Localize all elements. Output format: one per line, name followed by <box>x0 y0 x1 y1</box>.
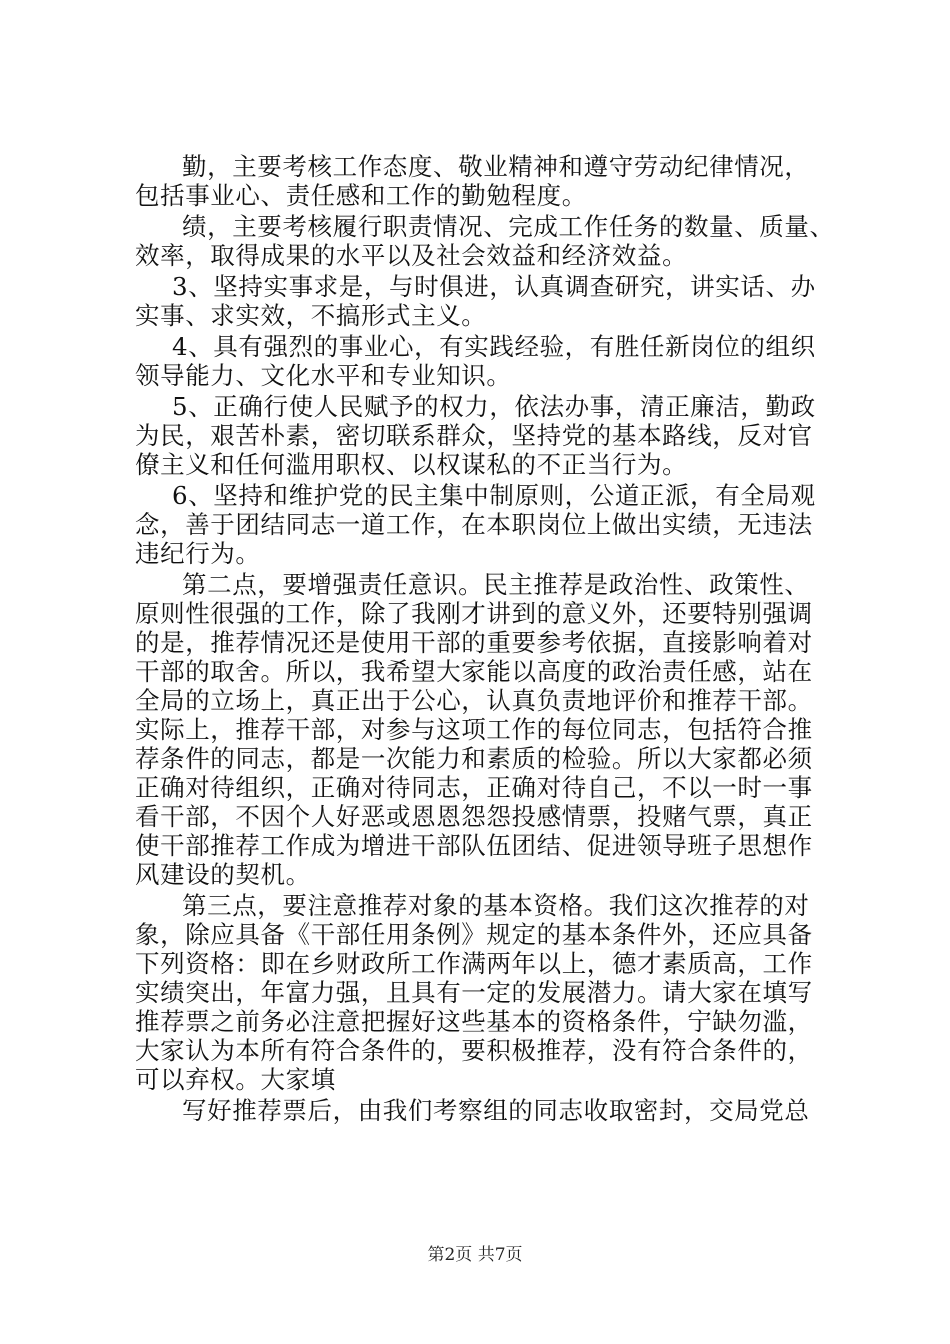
text-line: 第三点，要注意推荐对象的基本资格。我们这次推荐的对 <box>182 891 810 920</box>
text-line: 实绩突出，年富力强，且具有一定的发展潜力。请大家在填写 <box>135 978 813 1007</box>
text-line: 的是，推荐情况还是使用干部的重要参考依据，直接影响着对 <box>135 628 813 657</box>
text-line: 4、具有强烈的事业心，有实践经验，有胜任新岗位的组织 <box>172 332 816 361</box>
text-line: 僚主义和任何滥用职权、以权谋私的不正当行为。 <box>135 450 688 479</box>
text-line: 为民，艰苦朴素，密切联系群众，坚持党的基本路线，反对官 <box>135 421 813 450</box>
text-line: 风建设的契机。 <box>135 860 311 889</box>
text-line: 实事、求实效，不搞形式主义。 <box>135 301 487 330</box>
text-line: 全局的立场上，真正出于公心，认真负责地评价和推荐干部。 <box>135 686 813 715</box>
text-line: 念，善于团结同志一道工作，在本职岗位上做出实绩，无违法 <box>135 510 813 539</box>
text-line: 5、正确行使人民赋予的权力，依法办事，清正廉洁，勤政 <box>172 392 816 421</box>
text-line: 效率，取得成果的水平以及社会效益和经济效益。 <box>135 241 688 270</box>
text-line: 正确对待组织，正确对待同志，正确对待自己，不以一时一事 <box>135 773 813 802</box>
text-line: 荐条件的同志，都是一次能力和素质的检验。所以大家都必须 <box>135 744 813 773</box>
text-line: 使干部推荐工作成为增进干部队伍团结、促进领导班子思想作 <box>135 831 813 860</box>
text-line: 领导能力、文化水平和专业知识。 <box>135 361 512 390</box>
text-line: 大家认为本所有符合条件的，要积极推荐，没有符合条件的， <box>135 1036 813 1065</box>
text-line: 写好推荐票后，由我们考察组的同志收取密封，交局党总 <box>182 1096 810 1125</box>
text-line: 第二点，要增强责任意识。民主推荐是政治性、政策性、 <box>182 570 810 599</box>
text-line: 实际上，推荐干部，对参与这项工作的每位同志，包括符合推 <box>135 715 813 744</box>
text-line: 象，除应具备《干部任用条例》规定的基本条件外，还应具备 <box>135 920 813 949</box>
page-footer: 第2页 共7页 <box>427 1245 523 1265</box>
text-line: 推荐票之前务必注意把握好这些基本的资格条件，宁缺勿滥， <box>135 1007 813 1036</box>
text-line: 看干部，不因个人好恶或恩恩怨怨投感情票，投赌气票，真正 <box>135 802 813 831</box>
text-line: 下列资格：即在乡财政所工作满两年以上，德才素质高，工作 <box>135 949 813 978</box>
text-line: 可以弃权。大家填 <box>135 1065 336 1094</box>
text-line: 3、坚持实事求是，与时俱进，认真调查研究，讲实话、办 <box>172 272 816 301</box>
text-line: 违纪行为。 <box>135 539 261 568</box>
text-line: 包括事业心、责任感和工作的勤勉程度。 <box>135 181 587 210</box>
text-line: 原则性很强的工作，除了我刚才讲到的意义外，还要特别强调 <box>135 599 813 628</box>
text-line: 勤，主要考核工作态度、敬业精神和遵守劳动纪律情况， <box>182 152 810 181</box>
text-line: 6、坚持和维护党的民主集中制原则，公道正派，有全局观 <box>172 481 816 510</box>
text-line: 绩，主要考核履行职责情况、完成工作任务的数量、质量、 <box>182 212 835 241</box>
text-line: 干部的取舍。所以，我希望大家能以高度的政治责任感，站在 <box>135 657 813 686</box>
